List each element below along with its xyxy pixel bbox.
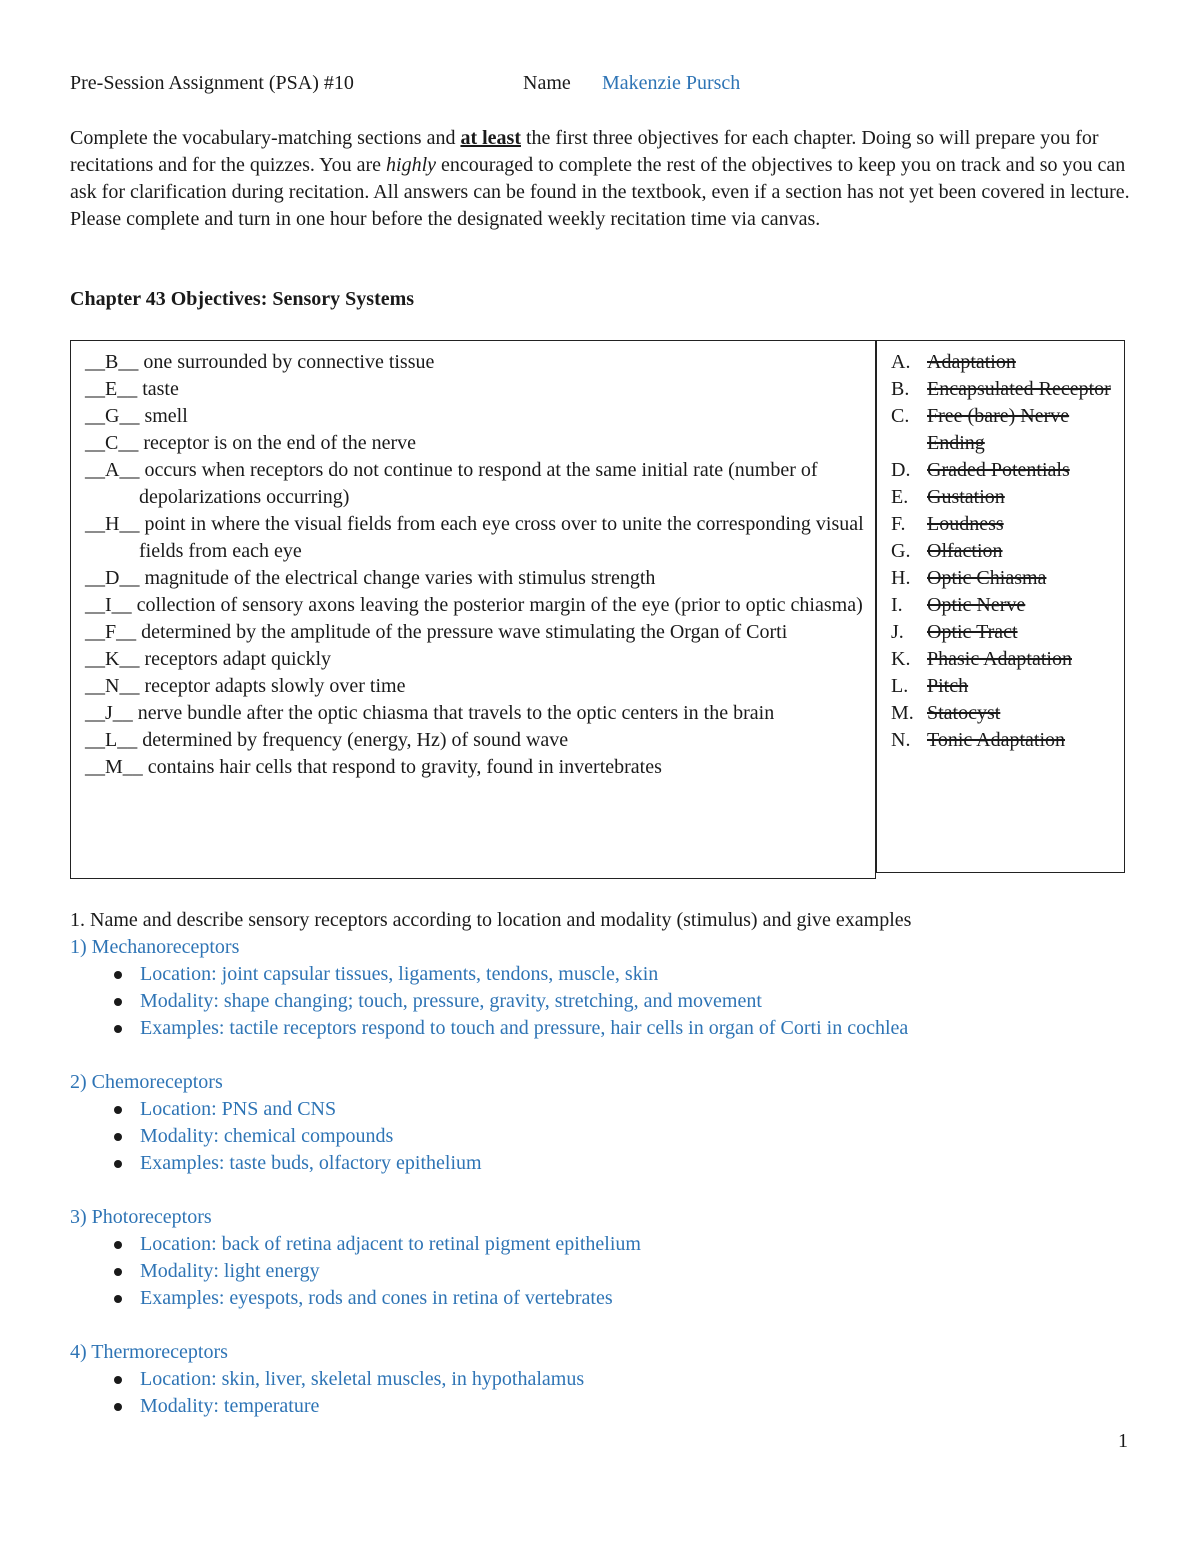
receptor-group-title: 3) Photoreceptors: [70, 1206, 212, 1228]
matching-questions-list: [85, 349, 865, 781]
chapter-title: Chapter 43 Objectives: Sensory Systems: [70, 288, 415, 310]
receptor-detail-text: Examples: eyespots, rods and cones in retina of vertebrates: [140, 1287, 613, 1309]
matching-answer: [891, 565, 1121, 592]
matching-question: __I__ collection of sensory axons leaving the posterior margin of the eye (prior to optic chiasma): [85, 594, 863, 616]
receptor-detail-list: [70, 1366, 1150, 1420]
receptor-detail-text: Location: back of retina adjacent to retinal pigment epithelium: [140, 1233, 641, 1255]
matching-answer: [891, 511, 1121, 538]
answer-letter: E.: [891, 486, 909, 508]
page-number: 1: [1118, 1430, 1128, 1452]
answer-term: Olfaction: [927, 540, 1003, 562]
matching-question: __H__ point in where the visual fields from each eye cross over to unite the corresponding visual fields from each eye: [85, 513, 864, 562]
receptor-groups: [70, 934, 1150, 1420]
receptor-detail-item: [70, 1231, 1150, 1258]
bullet-icon: [114, 971, 122, 979]
instructions-emphasis: at least: [460, 127, 521, 149]
receptor-detail-text: Location: PNS and CNS: [140, 1098, 337, 1120]
answer-term: Free (bare) Nerve Ending: [927, 405, 1070, 454]
matching-question: __N__ receptor adapts slowly over time: [85, 675, 406, 697]
matching-question: __G__ smell: [85, 405, 188, 427]
receptor-detail-text: Examples: taste buds, olfactory epithelium: [140, 1152, 482, 1174]
matching-answer: [891, 538, 1121, 565]
bullet-icon: [114, 1376, 122, 1384]
receptor-detail-text: Modality: light energy: [140, 1260, 320, 1282]
answer-term: Phasic Adaptation: [927, 648, 1072, 670]
receptor-detail-item: [70, 1366, 1150, 1393]
matching-question: __C__ receptor is on the end of the nerve: [85, 432, 417, 454]
receptor-detail-item: [70, 1096, 1150, 1123]
instructions-text-2: the first three objectives for each chapter. Doing so will prepare you for recitations and for the quizzes. You are: [70, 127, 1099, 176]
answer-term: Graded Potentials: [927, 459, 1070, 481]
name-label: Name: [523, 72, 571, 94]
answer-term: Gustation: [927, 486, 1005, 508]
matching-answer: [891, 673, 1121, 700]
matching-answer: [891, 403, 1121, 457]
matching-question: __J__ nerve bundle after the optic chiasma that travels to the optic centers in the brain: [85, 702, 775, 724]
answer-letter: I.: [891, 594, 903, 616]
bullet-icon: [114, 1268, 122, 1276]
matching-answer: [891, 376, 1121, 403]
receptor-detail-item: [70, 961, 1150, 988]
bullet-icon: [114, 1106, 122, 1114]
receptor-group-title: 2) Chemoreceptors: [70, 1071, 223, 1093]
matching-answers-list: [891, 349, 1121, 754]
answer-letter: A.: [891, 351, 911, 373]
bullet-icon: [114, 1025, 122, 1033]
receptor-detail-list: [70, 1096, 1150, 1177]
instructions-italic: highly: [386, 154, 437, 176]
matching-questions-box: [70, 340, 876, 879]
matching-answer: [891, 592, 1121, 619]
receptor-detail-list: [70, 1231, 1150, 1312]
student-name: Makenzie Pursch: [602, 72, 741, 94]
bullet-icon: [114, 1160, 122, 1168]
matching-answer: [891, 349, 1121, 376]
receptor-detail-text: Location: skin, liver, skeletal muscles, in hypothalamus: [140, 1368, 585, 1390]
receptor-detail-text: Examples: tactile receptors respond to touch and pressure, hair cells in organ of Corti in cochlea: [140, 1017, 909, 1039]
spacer: [70, 1042, 1150, 1069]
answer-letter: D.: [891, 459, 911, 481]
objective-prompt: 1. Name and describe sensory receptors according to location and modality (stimulus) and give examples: [70, 909, 912, 931]
receptor-detail-item: [70, 1258, 1150, 1285]
receptor-detail-item: [70, 1015, 1150, 1042]
answer-letter: L.: [891, 675, 909, 697]
answer-term: Loudness: [927, 513, 1004, 535]
matching-answer: [891, 619, 1121, 646]
bullet-icon: [114, 1133, 122, 1141]
matching-answer: [891, 484, 1121, 511]
receptor-detail-item: [70, 1393, 1150, 1420]
bullet-icon: [114, 1295, 122, 1303]
receptor-group-title: 4) Thermoreceptors: [70, 1341, 228, 1363]
answer-letter: F.: [891, 513, 906, 535]
matching-question: __M__ contains hair cells that respond to gravity, found in invertebrates: [85, 756, 662, 778]
matching-answer: [891, 646, 1121, 673]
matching-answer: [891, 700, 1121, 727]
spacer: [70, 1312, 1150, 1339]
matching-question: __B__ one surrounded by connective tissue: [85, 351, 435, 373]
answer-letter: J.: [891, 621, 904, 643]
matching-question: __K__ receptors adapt quickly: [85, 648, 332, 670]
receptor-detail-item: [70, 1285, 1150, 1312]
receptor-detail-text: Location: joint capsular tissues, ligaments, tendons, muscle, skin: [140, 963, 659, 985]
spacer: [70, 1177, 1150, 1204]
matching-question: __F__ determined by the amplitude of the pressure wave stimulating the Organ of Corti: [85, 621, 788, 643]
answer-letter: M.: [891, 702, 914, 724]
matching-answer: [891, 727, 1121, 754]
bullet-icon: [114, 1403, 122, 1411]
bullet-icon: [114, 1241, 122, 1249]
answer-letter: K.: [891, 648, 911, 670]
answer-term: Optic Tract: [927, 621, 1018, 643]
answer-term: Adaptation: [927, 351, 1016, 373]
answer-letter: N.: [891, 729, 911, 751]
receptor-group-title: 1) Mechanoreceptors: [70, 936, 240, 958]
instructions-text-3: encouraged to complete the rest of the objectives to keep you on track and so you can ask for clarification during recitation. All answers can be found in the textbook, even if a section has not yet been covered in lecture. Please complete and turn in one hour before the designated weekly recitation time via canvas.: [70, 154, 1130, 230]
receptor-detail-text: Modality: chemical compounds: [140, 1125, 394, 1147]
document-header: [70, 72, 741, 95]
answer-term: Statocyst: [927, 702, 1001, 724]
matching-question: __E__ taste: [85, 378, 179, 400]
matching-question: __D__ magnitude of the electrical change varies with stimulus strength: [85, 567, 656, 589]
answer-term: Pitch: [927, 675, 969, 697]
answer-letter: G.: [891, 540, 911, 562]
matching-question: __A__ occurs when receptors do not continue to respond at the same initial rate (number of depolarizations occurring): [85, 459, 818, 508]
instructions-text-1: Complete the vocabulary-matching sections and: [70, 127, 461, 149]
answer-letter: B.: [891, 378, 910, 400]
receptor-detail-text: Modality: shape changing; touch, pressure, gravity, stretching, and movement: [140, 990, 762, 1012]
receptor-detail-item: [70, 1150, 1150, 1177]
assignment-title: Pre-Session Assignment (PSA) #10: [70, 72, 354, 94]
objective-1: [70, 907, 1150, 1420]
answer-letter: H.: [891, 567, 911, 589]
matching-answer: [891, 457, 1121, 484]
matching-answers-box: [876, 340, 1125, 873]
receptor-detail-item: [70, 1123, 1150, 1150]
receptor-detail-item: [70, 988, 1150, 1015]
answer-term: Optic Chiasma: [927, 567, 1047, 589]
answer-term: Optic Nerve: [927, 594, 1026, 616]
receptor-detail-text: Modality: temperature: [140, 1395, 320, 1417]
answer-term: Tonic Adaptation: [927, 729, 1066, 751]
answer-term: Encapsulated Receptor: [927, 378, 1111, 400]
instructions-paragraph: [70, 125, 1130, 233]
answer-letter: C.: [891, 405, 910, 427]
receptor-detail-list: [70, 961, 1150, 1042]
bullet-icon: [114, 998, 122, 1006]
matching-question: __L__ determined by frequency (energy, Hz) of sound wave: [85, 729, 569, 751]
